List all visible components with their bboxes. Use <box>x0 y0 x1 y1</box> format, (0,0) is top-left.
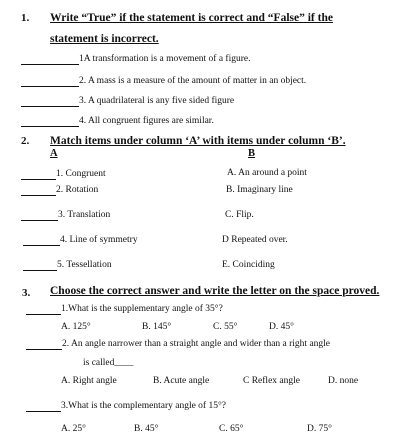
q2-text-line1: 2. An angle narrower than a straight angle and wider than a right angle <box>62 339 331 349</box>
answer-blank[interactable] <box>21 126 79 127</box>
section-2-number: 2. <box>21 135 30 147</box>
q3-text: 3.What is the complementary angle of 15°? <box>61 401 226 411</box>
q3-option-a: A. 25° <box>61 424 86 434</box>
answer-blank[interactable] <box>26 411 61 412</box>
s2-b-item-2: B. Imaginary line <box>226 185 293 195</box>
q1-option-a: A. 125° <box>61 322 91 332</box>
q1-option-b: B. 145° <box>142 322 172 332</box>
column-b-label: B <box>248 148 256 159</box>
answer-blank[interactable] <box>23 270 57 271</box>
q1-text: 1.What is the supplementary angle of 35°? <box>61 304 223 314</box>
s2-a-item-5: 5. Tessellation <box>57 260 112 270</box>
answer-blank[interactable] <box>21 195 56 196</box>
q2-text-line2: is called____ <box>83 358 134 368</box>
s1-item-3: 3. A quadrilateral is any five sided figure <box>79 96 235 106</box>
q3-option-d: D. 75° <box>307 424 332 434</box>
q1-option-c: C. 55° <box>213 322 238 332</box>
section-1-heading-line1: Write “True” if the statement is correct and “False” if the <box>50 12 333 24</box>
s1-item-2: 2. A mass is a measure of the amount of matter in an object. <box>79 76 307 86</box>
s1-item-4: 4. All congruent figures are similar. <box>79 116 214 126</box>
s2-a-item-3: 3. Translation <box>58 210 111 220</box>
answer-blank[interactable] <box>26 314 61 315</box>
s2-a-item-1: 1. Congruent <box>56 169 106 179</box>
s2-b-item-3: C. Flip. <box>225 210 254 220</box>
s2-a-item-2: 2. Rotation <box>56 185 99 195</box>
answer-blank[interactable] <box>23 245 60 246</box>
q1-option-d: D. 45° <box>269 322 294 332</box>
section-1-number: 1. <box>21 12 30 24</box>
section-2-heading: Match items under column ‘A’ with items under column ‘B’. <box>50 135 346 147</box>
s2-b-item-1: A. An around a point <box>227 168 307 178</box>
answer-blank[interactable] <box>21 179 56 180</box>
q2-option-a: A. Right angle <box>61 376 117 386</box>
s2-b-item-4: D Repeated over. <box>222 235 288 245</box>
column-a-label: A <box>50 148 58 159</box>
answer-blank[interactable] <box>26 349 62 350</box>
q3-option-b: B. 45° <box>134 424 159 434</box>
s2-b-item-5: E. Coinciding <box>222 260 275 270</box>
s2-a-item-4: 4. Line of symmetry <box>60 235 138 245</box>
answer-blank[interactable] <box>21 86 79 87</box>
s1-item-1: 1A transformation is a movement of a figure. <box>79 54 251 64</box>
section-3-number: 3. <box>22 287 31 299</box>
answer-blank[interactable] <box>21 64 79 65</box>
q2-option-d: D. none <box>328 376 359 386</box>
q2-option-b: B. Acute angle <box>153 376 210 386</box>
section-3-heading: Choose the correct answer and write the letter on the space proved. <box>50 285 380 297</box>
answer-blank[interactable] <box>21 220 58 221</box>
q2-option-c: C Reflex angle <box>243 376 300 386</box>
q3-option-c: C. 65° <box>219 424 244 434</box>
answer-blank[interactable] <box>21 106 79 107</box>
section-1-heading-line2: statement is incorrect. <box>50 33 159 45</box>
